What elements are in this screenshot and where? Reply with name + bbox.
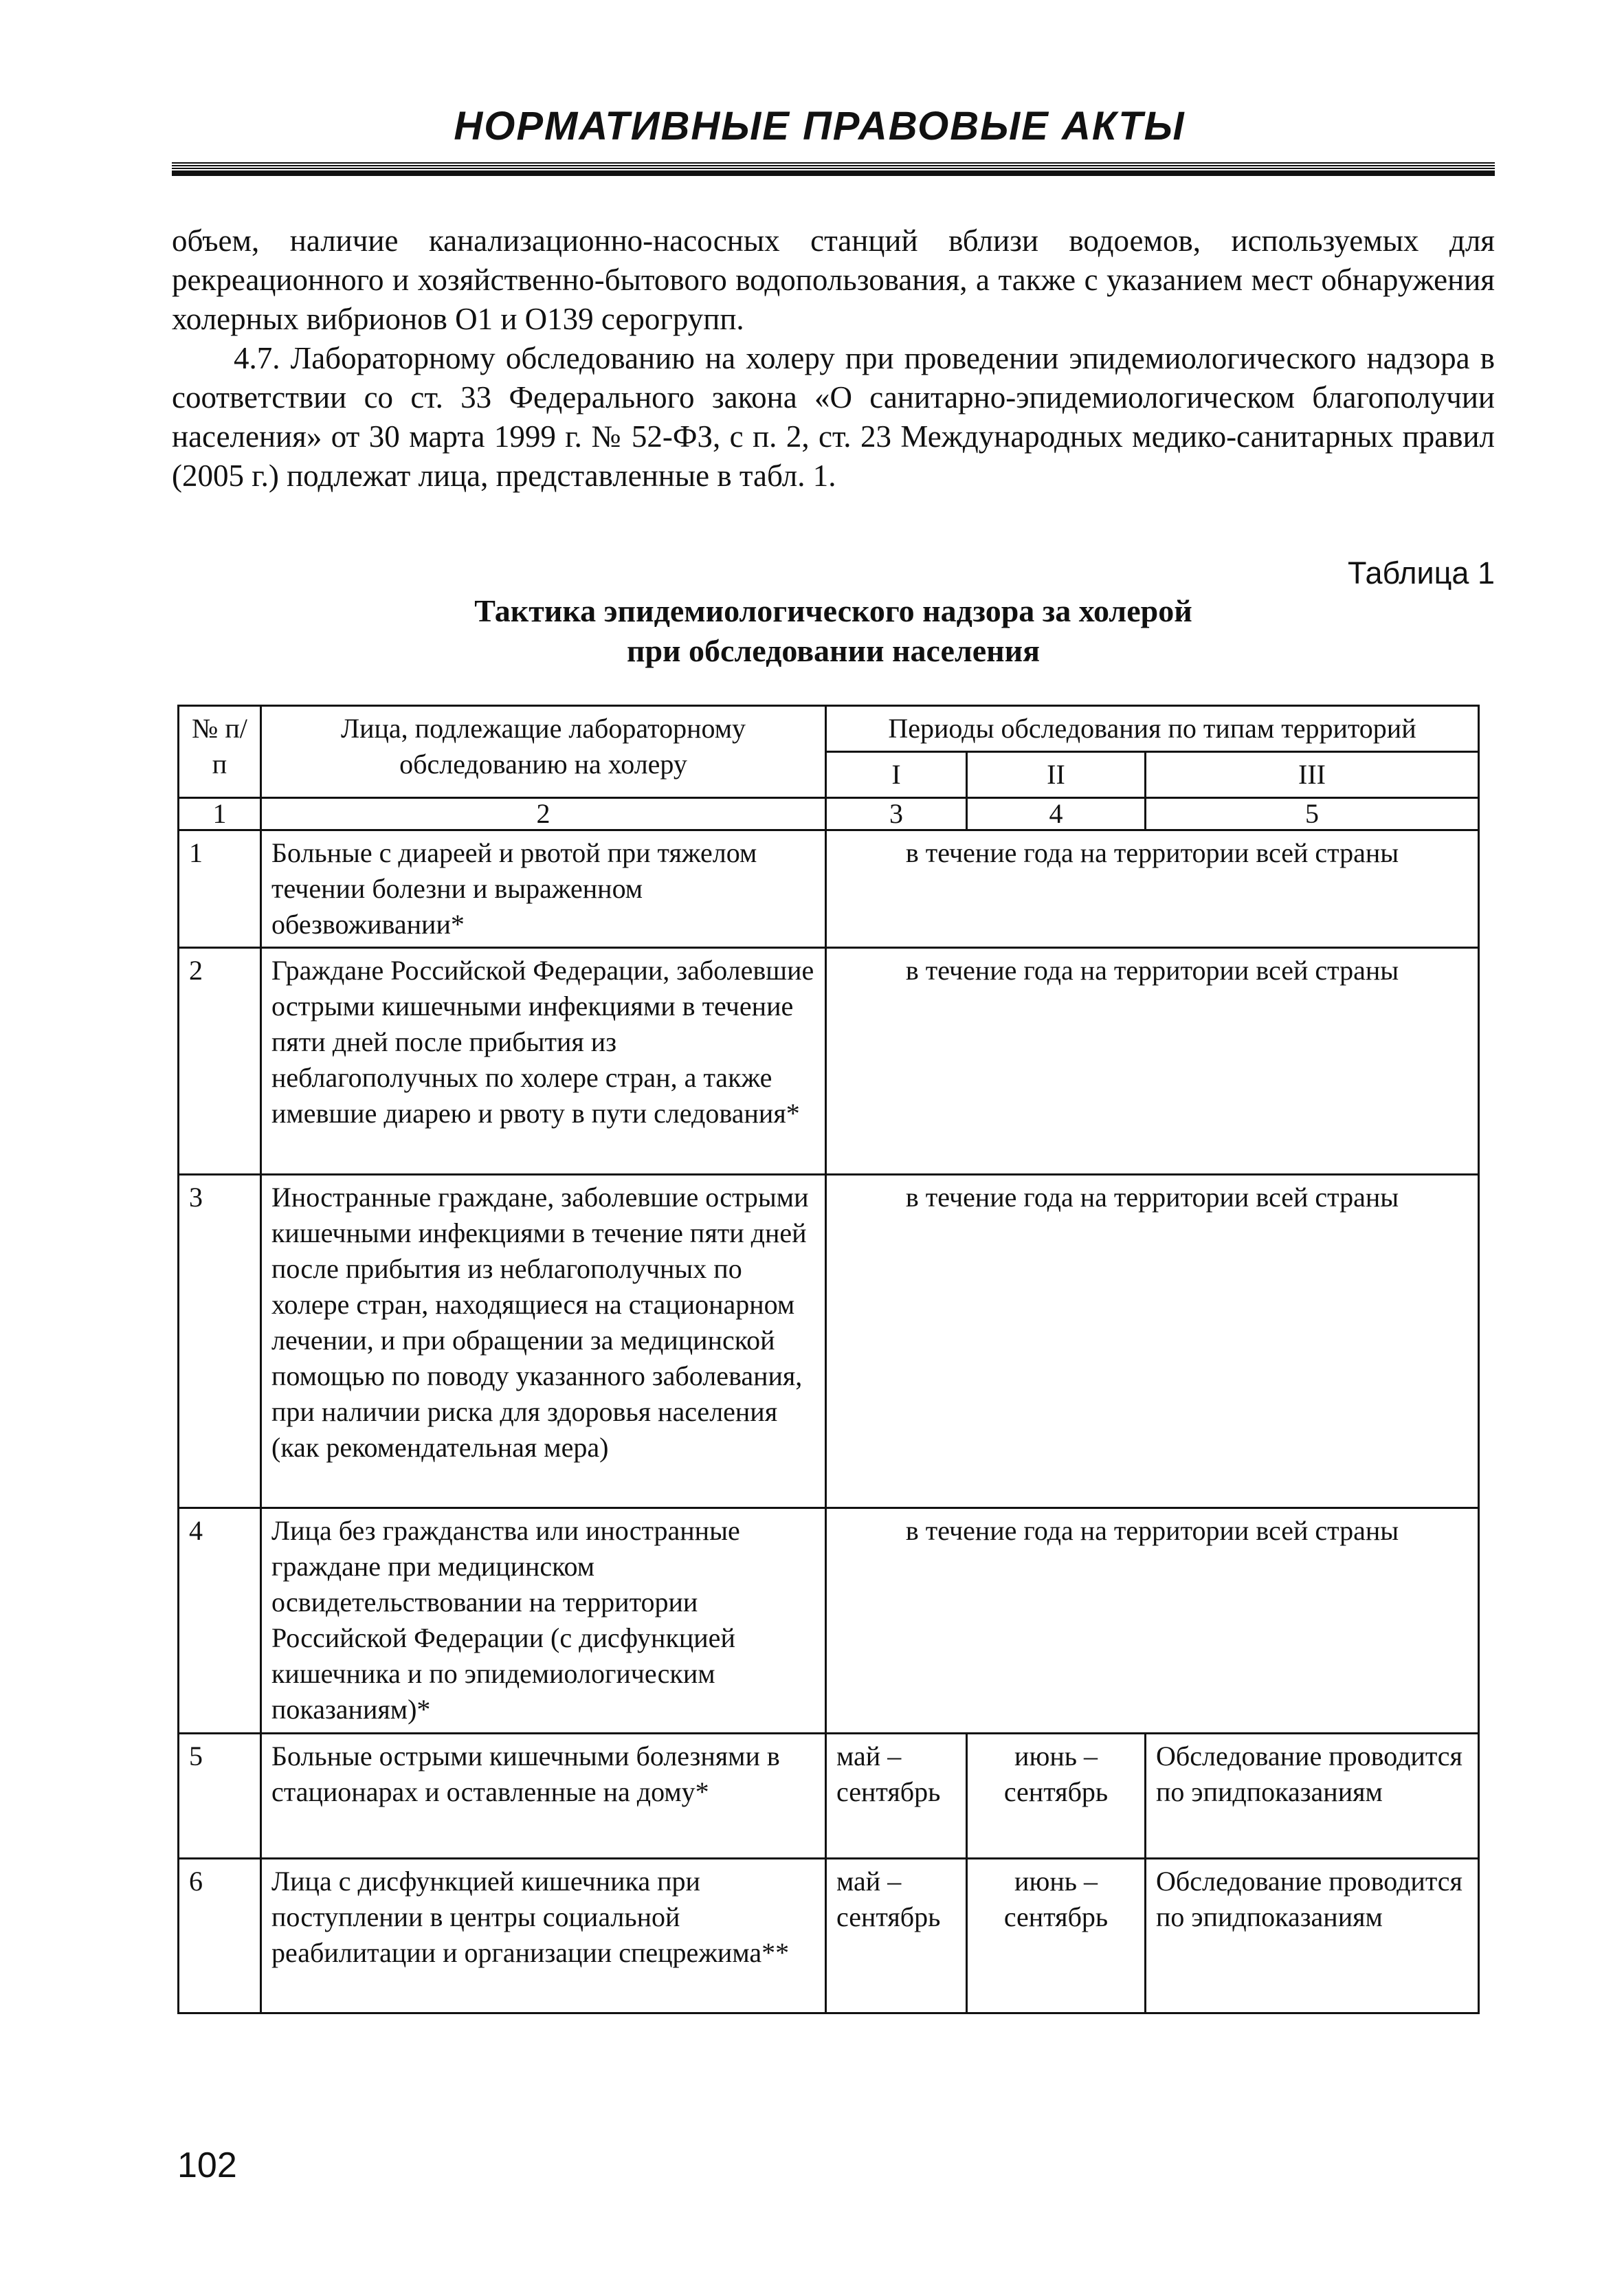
body-text bbox=[172, 221, 1495, 496]
row-persons: Граждане Российской Федерации, заболевшие острыми кишечными инфекциями в течение пяти дней после прибытия из неблагополучных по холере стран, а также имевшие диарею и рвоту в пути следования* bbox=[261, 948, 826, 1175]
row-period-all: в течение года на территории всей страны bbox=[826, 1508, 1479, 1734]
table-row bbox=[179, 1508, 1479, 1734]
table-caption bbox=[172, 591, 1495, 671]
row-period-2: июнь – сентябрь bbox=[967, 1734, 1146, 1859]
header-persons: Лица, подлежащие лабораторному обследованию на холеру bbox=[261, 706, 826, 798]
row-number: 3 bbox=[179, 1175, 261, 1508]
header-type-1: I bbox=[826, 752, 967, 798]
column-number: 3 bbox=[826, 798, 967, 830]
column-number: 2 bbox=[261, 798, 826, 830]
table-caption-line-1: Тактика эпидемиологического надзора за холерой bbox=[474, 593, 1192, 628]
table-caption-line-2: при обследовании населения bbox=[626, 633, 1041, 668]
table-row bbox=[179, 1734, 1479, 1859]
row-period-all: в течение года на территории всей страны bbox=[826, 830, 1479, 948]
row-number: 2 bbox=[179, 948, 261, 1175]
table-row bbox=[179, 830, 1479, 948]
column-number: 1 bbox=[179, 798, 261, 830]
page-number: 102 bbox=[177, 2145, 237, 2185]
row-persons: Лица с дисфункцией кишечника при поступлении в центры социальной реабилитации и организации спецрежима** bbox=[261, 1859, 826, 2013]
paragraph-2: 4.7. Лабораторному обследованию на холеру при проведении эпидемиологического надзора в соответствии со ст. 33 Федерального закона «О санитарно-эпидемиологическом благополучии населения» от 30 марта 1999 г. № 52-ФЗ, с п. 2, ст. 23 Международных медико-санитарных правил (2005 г.) подлежат лица, представленные в табл. 1. bbox=[172, 341, 1495, 493]
row-period-1: май – сентябрь bbox=[826, 1734, 967, 1859]
table-label: Таблица 1 bbox=[1348, 555, 1495, 590]
header-type-2: II bbox=[967, 752, 1146, 798]
header-type-3: III bbox=[1146, 752, 1479, 798]
table-row bbox=[179, 1859, 1479, 2013]
table-header-row bbox=[179, 706, 1479, 752]
surveillance-table bbox=[177, 705, 1480, 2014]
row-persons: Иностранные граждане, заболевшие острыми кишечными инфекциями в течение пяти дней после прибытия из неблагополучных по холере стран, находящиеся на стационарном лечении, и при обращении за медицинской помощью по поводу указанного заболевания, при наличии риска для здоровья населения (как рекомендательная мера) bbox=[261, 1175, 826, 1508]
table-row bbox=[179, 1175, 1479, 1508]
row-period-1: май – сентябрь bbox=[826, 1859, 967, 2013]
row-period-all: в течение года на территории всей страны bbox=[826, 948, 1479, 1175]
column-number: 4 bbox=[967, 798, 1146, 830]
row-period-2: июнь – сентябрь bbox=[967, 1859, 1146, 2013]
section-header: НОРМАТИВНЫЕ ПРАВОВЫЕ АКТЫ bbox=[454, 104, 1186, 148]
column-numbers-row bbox=[179, 798, 1479, 830]
row-persons: Больные с диареей и рвотой при тяжелом течении болезни и выраженном обезвоживании* bbox=[261, 830, 826, 948]
header-rule bbox=[172, 162, 1495, 176]
row-number: 6 bbox=[179, 1859, 261, 2013]
row-number: 5 bbox=[179, 1734, 261, 1859]
column-number: 5 bbox=[1146, 798, 1479, 830]
header-num: № п/п bbox=[179, 706, 261, 798]
table-row bbox=[179, 948, 1479, 1175]
row-period-all: в течение года на территории всей страны bbox=[826, 1175, 1479, 1508]
header-periods: Периоды обследования по типам территорий bbox=[826, 706, 1479, 752]
row-persons: Лица без гражданства или иностранные граждане при медицинском освидетельствовании на территории Российской Федерации (с дисфункцией кишечника и по эпидемиологическим показаниям)* bbox=[261, 1508, 826, 1734]
row-persons: Больные острыми кишечными болезнями в стационарах и оставленные на дому* bbox=[261, 1734, 826, 1859]
row-period-3: Обследование проводится по эпидпоказаниям bbox=[1146, 1859, 1479, 2013]
paragraph-1: объем, наличие канализационно-насосных станций вблизи водоемов, используемых для рекреационного и хозяйственно-бытового водопользования, а также с указанием мест обнаружения холерных вибрионов О1 и О139 серогрупп. bbox=[172, 223, 1495, 336]
row-number: 1 bbox=[179, 830, 261, 948]
row-period-3: Обследование проводится по эпидпоказаниям bbox=[1146, 1734, 1479, 1859]
row-number: 4 bbox=[179, 1508, 261, 1734]
